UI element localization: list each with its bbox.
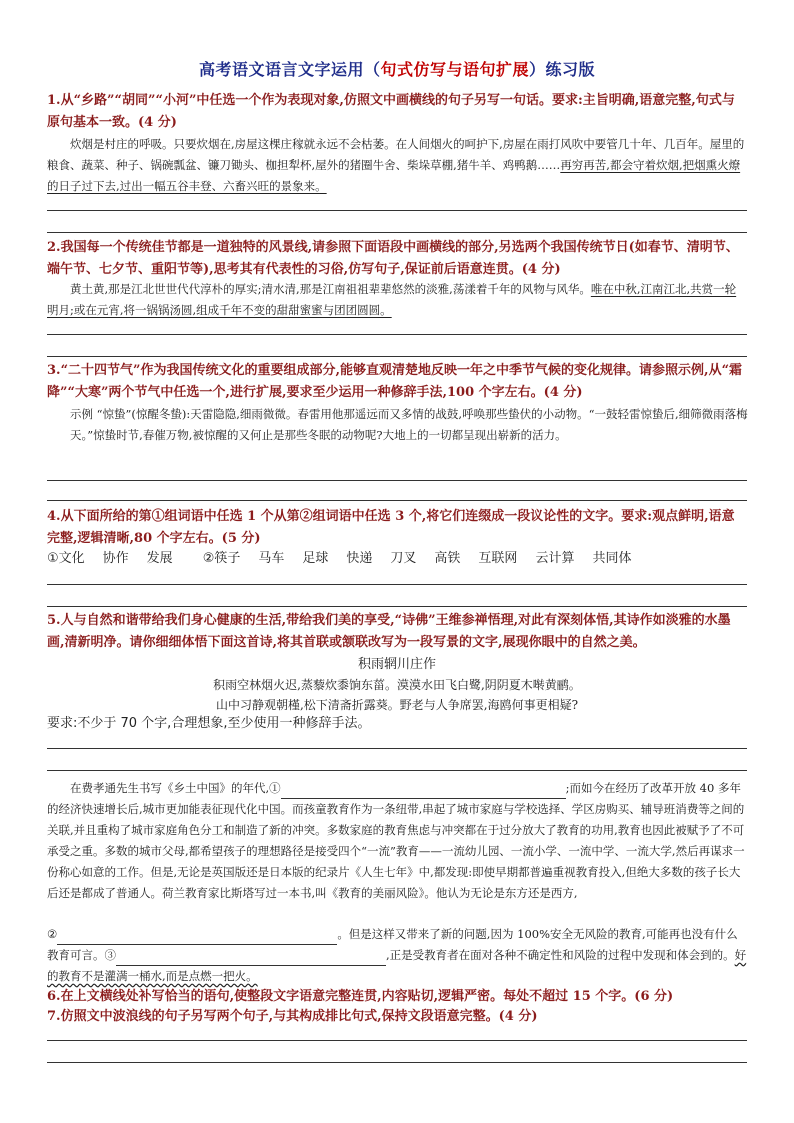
question-5-requirement: 要求:不少于 70 个字,合理想象,至少使用一种修辞手法。 [47, 716, 371, 731]
word-group-2-item: 足球 [302, 551, 329, 566]
word-group-2-item: 云计算 [535, 551, 575, 566]
poem-line-1: 积雨空林烟火迟,蒸藜炊黍饷东菑。漠漠水田飞白鹭,阴阴夏木啭黄鹂。 [213, 678, 581, 692]
question-7-prompt: 7.仿照文中波浪线的句子另写两个句子,与其构成排比句式,保持文段语意完整。(4 分) [47, 1009, 538, 1024]
question-5-prompt: 5.人与自然和谐带给我们身心健康的生活,带给我们美的享受,“诗佛”王维参禅悟理,对此有深刻体悟,其诗作如淡雅的水墨画,清新明净。请你细细体悟下面这首诗,将其首联或颔联改写为一段写景的文字,展现你眼中的自然之美。 [47, 613, 731, 650]
question-4-prompt: 4.从下面所给的第①组词语中任选 1 个从第②组词语中任选 3 个,将它们连缀成一段议论性的文字。要求:观点鲜明,语意完整,逻辑清晰,80 个字左右。(5 分) [47, 509, 735, 546]
reading-passage: 在费孝通先生书写《乡土中国》的年代,① ;而如今在经历了改革开放 40 多年的经济快速增长后,城市更加能表征现代化中国。而孩童教育作为一条纽带,串起了城市家庭与学校选择、学区房购买、辅导班消费等之间的关联,并且重构了城市家庭角色分工和制造了新的冲突。多数家庭的教育焦虑与冲突都在于过分放大了教育的功用,教育也因此被赋予了不可承受之重。多数的城市父母,都希望孩子的理想路径是接受四个“一流”教育——一流幼儿园、一流小学、一流中学、一流大学,然后再谋求一份称心如意的工作。但是,无论是英国版还是日本版的纪录片《人生七年》中,都发现:即使早期都普遍重视教育投入,但绝大多数的孩子长大后还是都成了普通人。荷兰教育家比斯塔写过一本书,叫《教育的美丽风险》。他认为无论是东方还是西方, [47, 781, 745, 900]
answer-line[interactable] [47, 334, 747, 335]
question-6-prompt: 6.在上文横线处补写恰当的语句,使整段文字语意完整连贯,内容贴切,逻辑严密。每处不超过 15 个字。(6 分) [47, 989, 674, 1004]
question-4-word-groups [47, 548, 747, 570]
blank-2[interactable] [57, 930, 337, 945]
answer-line[interactable] [47, 480, 747, 481]
answer-line[interactable] [47, 606, 747, 607]
page-title: 高考语文语言文字运用（句式仿写与语句扩展）练习版 [198, 60, 596, 79]
word-group-2-item: 马车 [258, 551, 285, 566]
answer-line[interactable] [47, 584, 747, 585]
question-3-prompt: 3.“二十四节气”作为我国传统文化的重要组成部分,能够直观清楚地反映一年之中季节气候的变化规律。请参照示例,从“霜降”“大寒”两个节气中任选一个,进行扩展,要求至少运用一种修辞手法,100 个字左右。(4 分) [47, 363, 743, 400]
word-group-2-item: 共同体 [592, 551, 632, 566]
poem-title: 积雨辋川庄作 [357, 657, 436, 672]
question-2-prompt: 2.我国每一个传统佳节都是一道独特的风景线,请参照下面语段中画横线的部分,另选两个我国传统节日(如春节、清明节、端午节、七夕节、重阳节等),思考其有代表性的习俗,仿写句子,保证前后语意连贯。(4 分) [47, 240, 739, 277]
word-group-2-item: ②筷子 [202, 551, 241, 566]
word-group-2-item: 刀叉 [390, 551, 417, 566]
blank-1[interactable] [281, 784, 566, 799]
word-group-2-item: 快递 [346, 551, 373, 566]
answer-line[interactable] [47, 210, 747, 211]
question-2-passage: 黄土黄,那是江北世世代代淳朴的厚实;清水清,那是江南祖祖辈辈悠然的淡雅,荡漾着千年的风物与风华。唯在中秋,江南江北,共赏一轮明月;或在元宵,将一锅锅汤圆,组成千年不变的甜甜蜜蜜与团团圆圆。 [47, 282, 737, 317]
word-group-2-item: 互联网 [478, 551, 518, 566]
reading-passage-continued: ② 。但是这样又带来了新的问题,因为 100%安全无风险的教育,可能再也没有什么教育可言。③ ,正是受教育者在面对各种不确定性和风险的过程中发现和体会到的。好的教育不是灌满一桶水,而是点燃一把火。 [47, 927, 747, 983]
word-group-1-item: ①文化 [47, 551, 85, 566]
answer-line[interactable] [47, 748, 747, 749]
answer-line[interactable] [47, 1040, 747, 1041]
poem-line-2: 山中习静观朝槿,松下清斋折露葵。野老与人争席罢,海鸥何事更相疑? [215, 698, 579, 712]
answer-line[interactable] [47, 356, 747, 357]
question-1-prompt: 1.从“乡路”“胡同”“小河”中任选一个作为表现对象,仿照文中画横线的句子另写一句话。要求:主旨明确,语意完整,句式与原句基本一致。(4 分) [47, 93, 735, 130]
word-group-2-item: 高铁 [434, 551, 461, 566]
word-group-1-item: 发展 [146, 551, 173, 566]
answer-line[interactable] [47, 500, 747, 501]
blank-3[interactable] [116, 951, 386, 966]
question-1-passage: 炊烟是村庄的呼吸。只要炊烟在,房屋这棵庄稼就永远不会枯萎。在人间烟火的呵护下,房屋在雨打风吹中要管几十年、几百年。屋里的粮食、蔬菜、种子、锅碗瓢盆、镰刀锄头、枷担犁杯,屋外的猪圈牛舍、柴垛草棚,猪牛羊、鸡鸭鹅……再穷再苦,都会守着炊烟,把烟熏火燎的日子过下去,过出一幅五谷丰登、六畜兴旺的景象来。 [47, 137, 745, 193]
word-group-1-item: 协作 [102, 551, 129, 566]
answer-line[interactable] [47, 1062, 747, 1063]
question-3-example: 示例 “惊蛰”(惊醒冬蛰):天雷隐隐,细雨微微。春雷用他那遥远而又多情的战鼓,呼唤那些蛰伏的小动物。“一鼓轻雷惊蛰后,细筛微雨落梅天。”惊蛰时节,春催万物,被惊醒的又何止是那些冬眠的动物呢?大地上的一切都呈现出崭新的活力。 [70, 407, 748, 442]
answer-line[interactable] [47, 232, 747, 233]
answer-line[interactable] [47, 770, 747, 771]
